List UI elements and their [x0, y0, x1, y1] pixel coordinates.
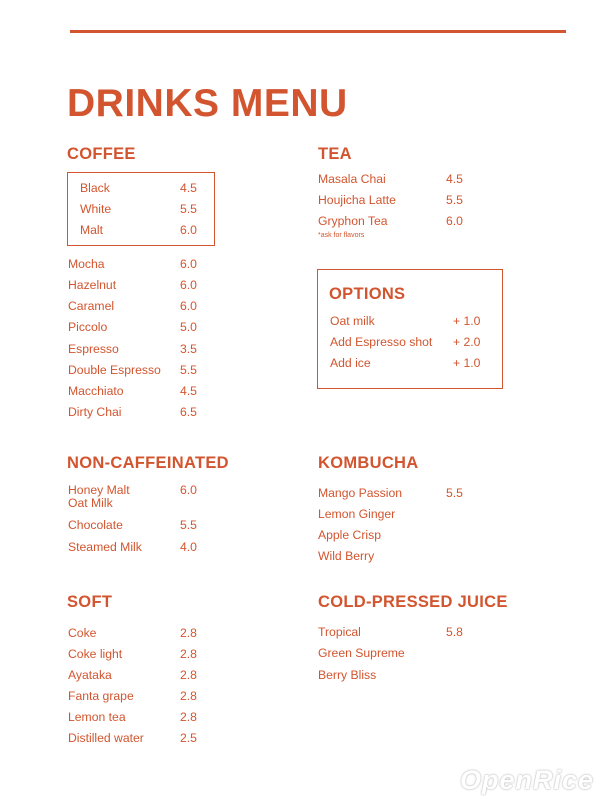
item-name: Mocha [68, 257, 105, 271]
item-name: Add ice [330, 356, 371, 370]
item-price: 2.8 [180, 668, 197, 682]
item-price: 6.0 [180, 278, 197, 292]
item-name: Green Supreme [318, 646, 405, 660]
item-name: Ayataka [68, 668, 112, 682]
item-price: 4.5 [180, 384, 197, 398]
openrice-watermark: OpenRice [459, 765, 594, 795]
item-price: 3.5 [180, 342, 197, 356]
tea-heading: TEA [318, 145, 352, 163]
item-name: Honey Malt [68, 483, 130, 497]
item-price: + 1.0 [453, 314, 481, 328]
item-name: Macchiato [68, 384, 124, 398]
item-name: White [80, 202, 112, 216]
item-name: Berry Bliss [318, 668, 377, 682]
item-price: 4.5 [180, 181, 197, 195]
item-price: 5.5 [180, 202, 197, 216]
item-price: + 1.0 [453, 356, 481, 370]
item-name: Lemon tea [68, 710, 126, 724]
item-name: Fanta grape [68, 689, 134, 703]
item-name: Coke [68, 626, 97, 640]
item-price: 6.0 [180, 257, 197, 271]
options-heading: OPTIONS [329, 285, 406, 303]
soft-heading: SOFT [67, 593, 113, 611]
item-price: 6.0 [180, 223, 197, 237]
top-divider [70, 30, 566, 33]
item-name: Piccolo [68, 320, 108, 334]
item-name: Wild Berry [318, 549, 375, 563]
item-price: 6.0 [180, 299, 197, 313]
item-name: Tropical [318, 625, 361, 639]
item-price: 5.5 [180, 518, 197, 532]
item-name: Houjicha Latte [318, 193, 396, 207]
item-name: Hazelnut [68, 278, 117, 292]
item-name: Distilled water [68, 731, 144, 745]
item-name: Steamed Milk [68, 540, 142, 554]
item-name: Caramel [68, 299, 115, 313]
item-price: 5.5 [446, 193, 463, 207]
item-price: 4.5 [446, 172, 463, 186]
item-name-line2: Oat Milk [68, 496, 113, 510]
item-price: 4.0 [180, 540, 197, 554]
item-price: 2.8 [180, 626, 197, 640]
kombucha-heading: KOMBUCHA [318, 454, 419, 472]
item-price: 2.8 [180, 710, 197, 724]
item-price: 2.5 [180, 731, 197, 745]
item-name: Add Espresso shot [330, 335, 433, 349]
item-name: Dirty Chai [68, 405, 122, 419]
item-price: 5.5 [180, 363, 197, 377]
item-price: 2.8 [180, 647, 197, 661]
item-name: Lemon Ginger [318, 507, 396, 521]
juice-heading: COLD-PRESSED JUICE [318, 593, 508, 611]
item-name: Apple Crisp [318, 528, 381, 542]
item-name: Gryphon Tea [318, 214, 388, 228]
item-price: 6.5 [180, 405, 197, 419]
tea-flavor-note: *ask for flavors [318, 232, 365, 239]
item-name: Malt [80, 223, 104, 237]
item-name: Oat milk [330, 314, 375, 328]
non-caffeinated-heading: NON-CAFFEINATED [67, 454, 229, 472]
item-name: Mango Passion [318, 486, 403, 500]
item-name: Chocolate [68, 518, 123, 532]
item-name: Espresso [68, 342, 119, 356]
item-name: Black [80, 181, 110, 195]
item-name: Masala Chai [318, 172, 386, 186]
item-price: 6.0 [446, 214, 463, 228]
coffee-heading: COFFEE [67, 145, 136, 163]
item-price: 2.8 [180, 689, 197, 703]
item-price: 6.0 [180, 483, 197, 497]
menu-title: DRINKS MENU [67, 82, 348, 125]
item-price: 5.0 [180, 320, 197, 334]
item-name: Double Espresso [68, 363, 161, 377]
item-price: 5.8 [446, 625, 463, 639]
item-price: 5.5 [446, 486, 463, 500]
item-price: + 2.0 [453, 335, 481, 349]
item-name: Coke light [68, 647, 123, 661]
